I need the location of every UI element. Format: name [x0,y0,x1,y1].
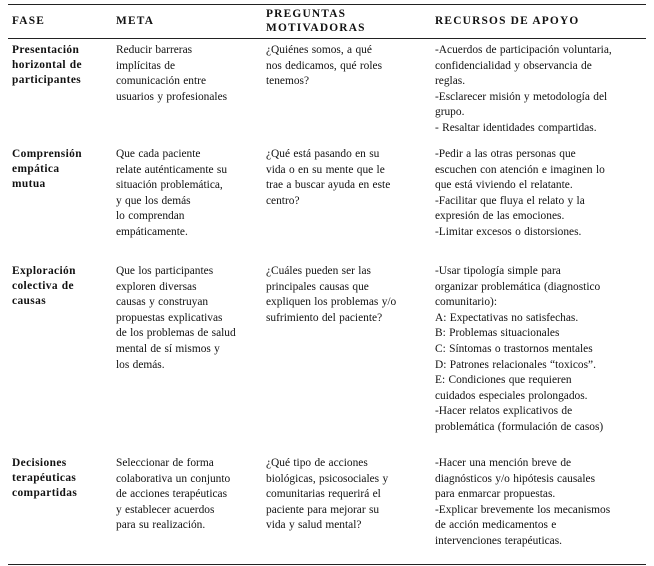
table-row [8,260,646,452]
cell-meta: Reducir barreras implícitas de comunicación entre usuarios y profesionales [116,44,228,103]
cell-preguntas: ¿Quiénes somos, a qué nos dedicamos, qué roles tenemos? [266,44,383,88]
cell-fase: Exploración colectiva de causas [12,265,76,307]
table-body [8,39,646,565]
header-recursos: RECURSOS DE APOYO [435,15,580,27]
table-row [8,39,646,144]
table-header [8,5,646,39]
cell-recursos: -Usar tipología simple para organizar problemática (diagnostico comunitario): A: Expectativas no satisfechas. B: Problemas situacionales C: Síntomas o trastornos mentales D: Patrones relacionales “toxicos”. E: Condiciones que requieren cuidados especiales prolongados. -Hacer relatos explicativos de problemática (formulación de casos) [435,265,604,433]
cell-fase: Decisiones terapéuticas compartidas [12,457,78,499]
cell-preguntas: ¿Qué tipo de acciones biológicas, psicosociales y comunitarias requerirá el paciente para mejorar su vida y salud mental? [266,457,389,532]
cell-preguntas: ¿Qué está pasando en su vida o en su mente que le trae a buscar ayuda en este centro? [266,148,391,207]
cell-recursos: -Hacer una mención breve de diagnósticos y/o hipótesis causales para enmarcar propuestas. -Explicar brevemente los mecanismos de acción medicamentos e intervenciones terapéuticas. [435,457,611,547]
cell-recursos: -Pedir a las otras personas que escuchen con atención e imaginen lo que está viviendo el relatante. -Facilitar que fluya el relato y la expresión de las emociones. -Limitar excesos o distorsiones. [435,148,605,238]
table-row [8,452,646,565]
table-row [8,143,646,260]
cell-meta: Que cada paciente relate auténticamente su situación problemática, y que los demás lo comprendan empáticamente. [116,148,228,238]
header-preguntas: PREGUNTAS MOTIVADORAS [266,8,366,34]
header-row [8,5,646,39]
cell-meta: Seleccionar de forma colaborativa un conjunto de acciones terapéuticas y establecer acuerdos para su realización. [116,457,231,532]
phases-table [8,4,646,565]
cell-meta: Que los participantes exploren diversas causas y construyan propuestas explicativas de los problemas de salud mental de sí mismos y los demás. [116,265,236,371]
cell-recursos: -Acuerdos de participación voluntaria, confidencialidad y observancia de reglas. -Esclarecer misión y metodología del grupo. - Resaltar identidades compartidas. [435,44,612,134]
header-fase: FASE [12,15,46,27]
cell-preguntas: ¿Cuáles pueden ser las principales causas que expliquen los problemas y/o sufrimiento del paciente? [266,265,397,324]
cell-fase: Presentación horizontal de participantes [12,44,82,86]
header-meta: META [116,15,155,27]
cell-fase: Comprensión empática mutua [12,148,83,190]
